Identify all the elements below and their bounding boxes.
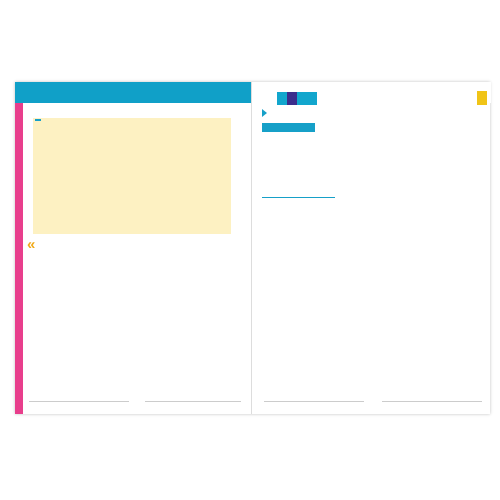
tab-cours[interactable] [277, 92, 287, 105]
footer-rule-left [29, 401, 129, 402]
right-page [251, 82, 491, 414]
quote-mark-icon: « [27, 236, 36, 253]
exemple-label [262, 188, 335, 198]
footer-rule-right [264, 401, 364, 402]
recap-title [35, 119, 41, 121]
left-side-stripe [15, 103, 23, 414]
citations-heading [27, 236, 39, 253]
recap-box [33, 118, 231, 234]
page-title [262, 108, 271, 120]
chapter-tab [477, 91, 487, 105]
tab-corriges[interactable] [307, 92, 317, 105]
tab-exercices[interactable] [297, 92, 307, 105]
demarche-label [262, 123, 315, 132]
arrow-icon [262, 109, 267, 117]
left-header-band [15, 82, 251, 103]
left-page [15, 82, 251, 414]
open-book [15, 82, 490, 414]
footer-rule-right-2 [382, 401, 482, 402]
section-tabs [277, 92, 477, 105]
tab-methode[interactable] [287, 92, 297, 105]
footer-rule-left-2 [145, 401, 241, 402]
